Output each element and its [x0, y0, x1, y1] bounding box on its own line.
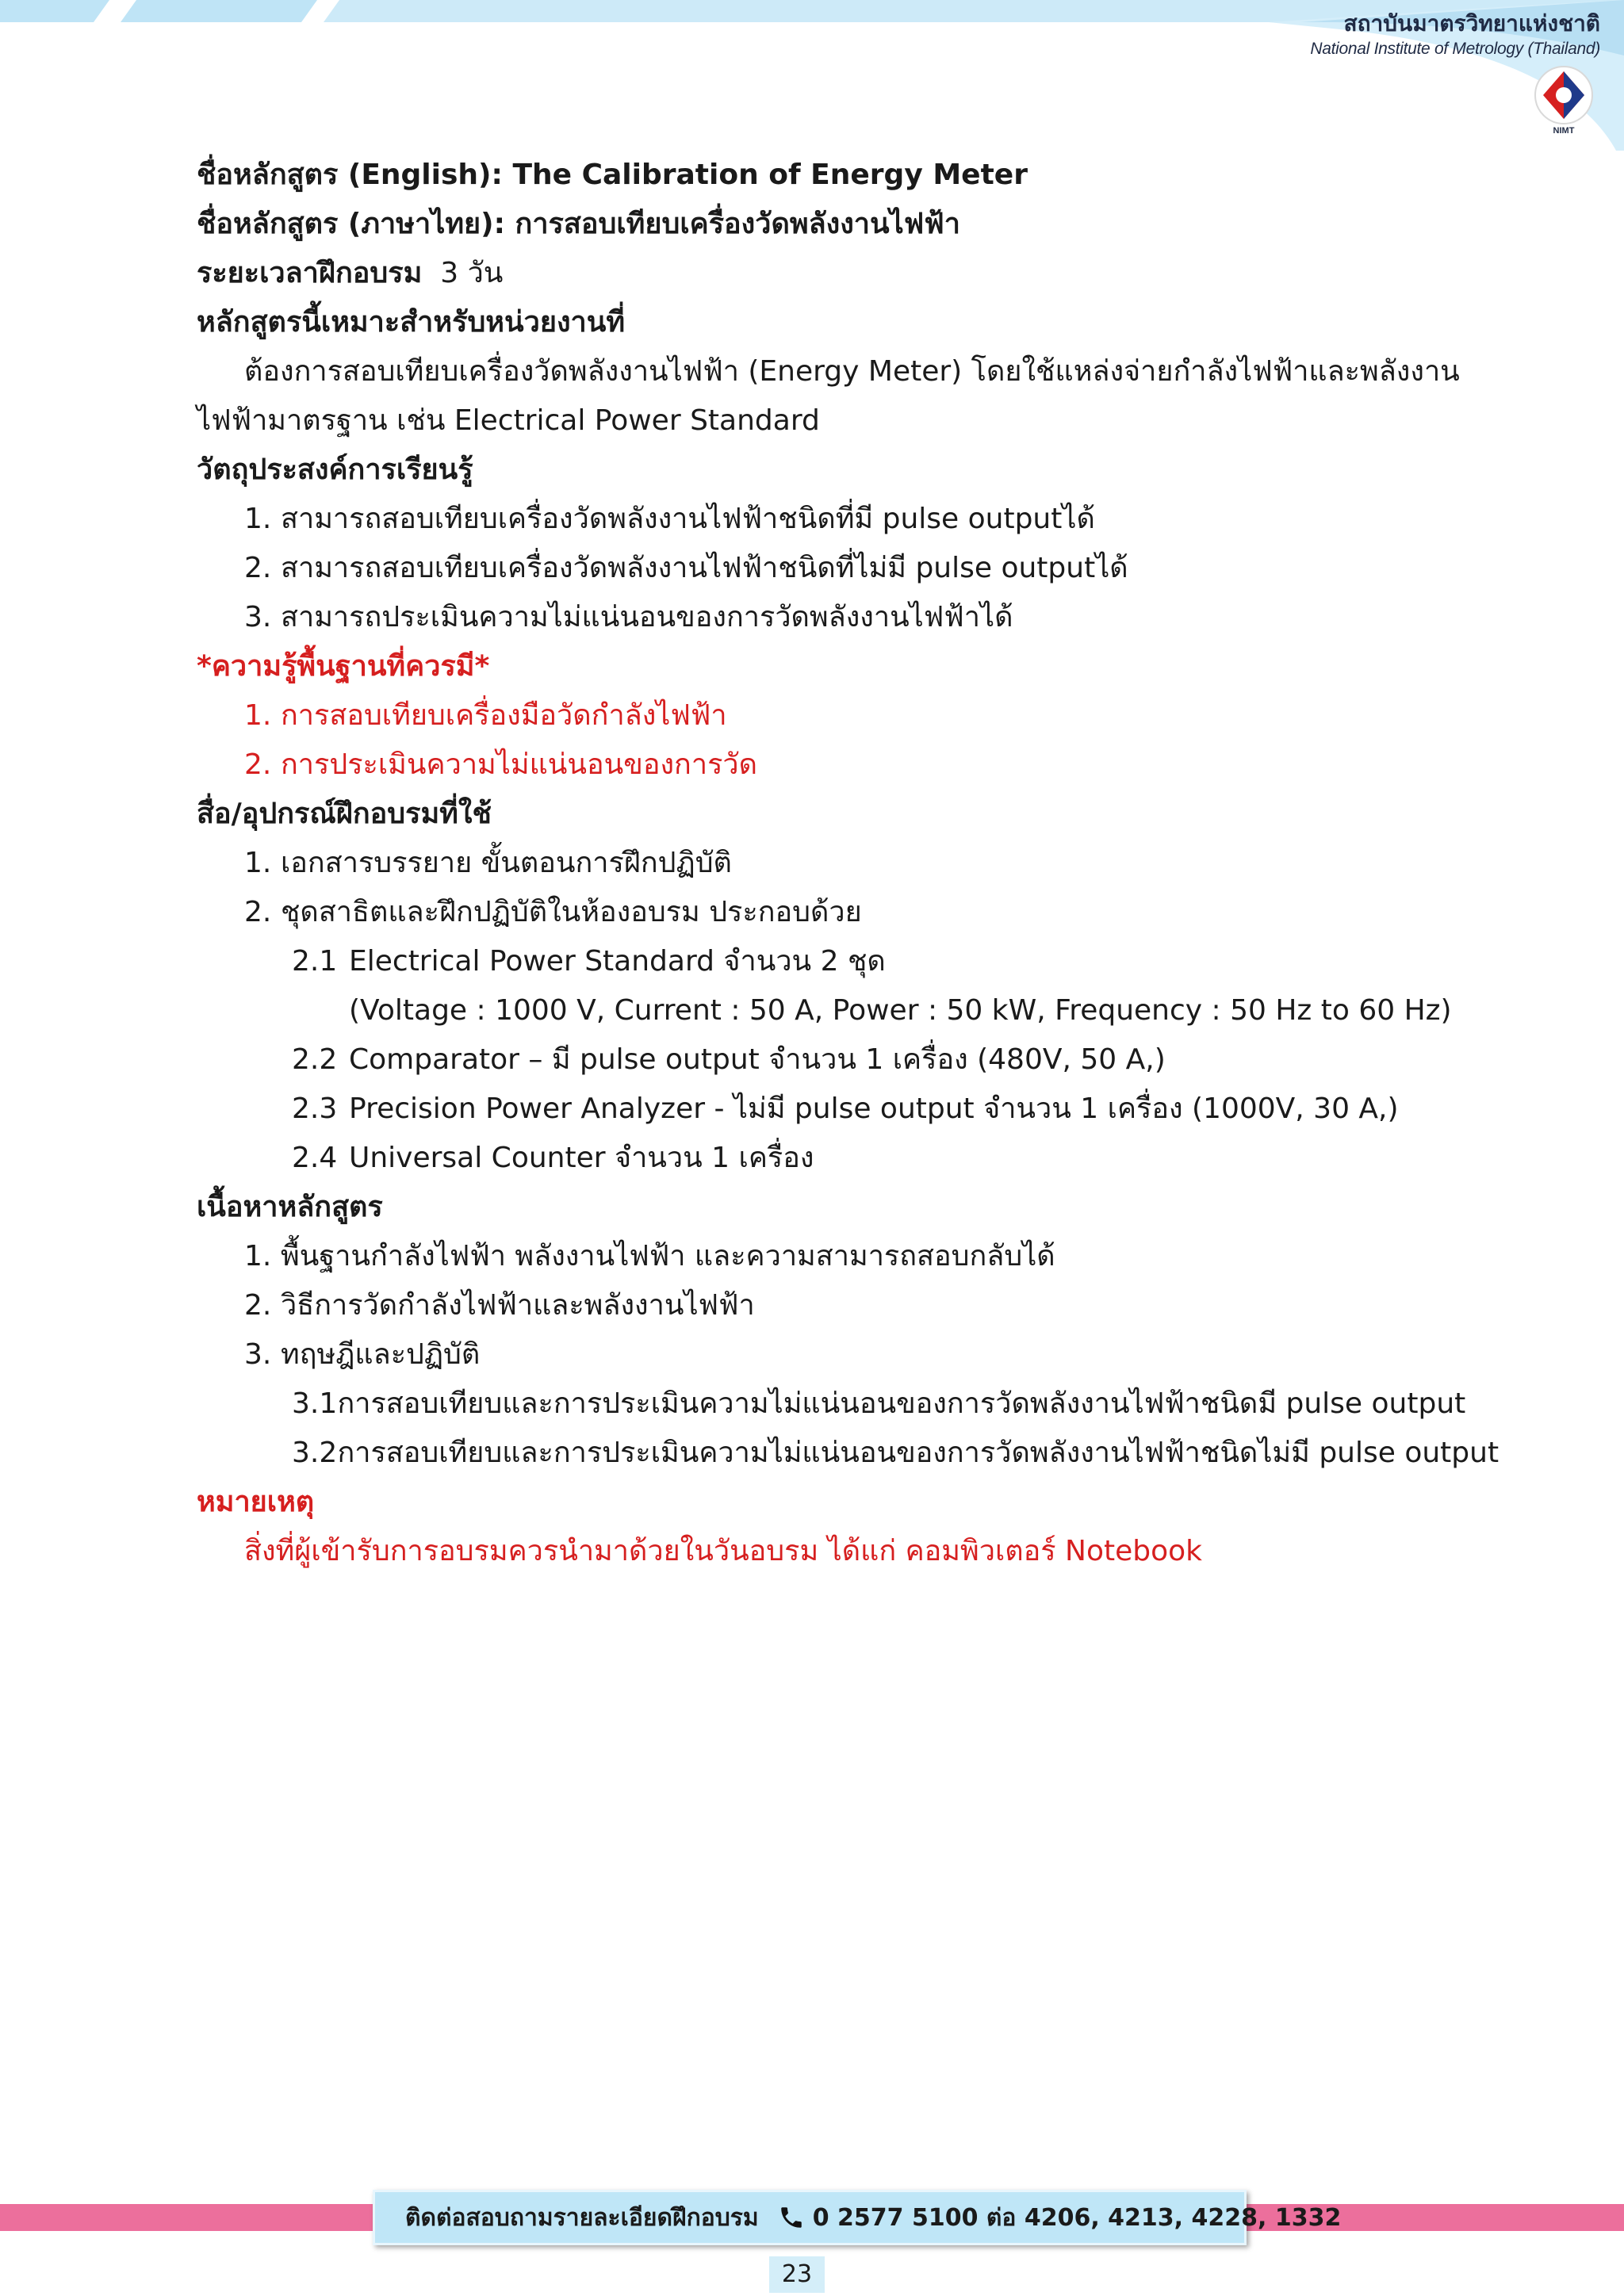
- list-item-text: การสอบเทียบและการประเมินความไม่แน่นอนของการวัดพลังงานไฟฟ้าชนิดไม่มี pulse output: [337, 1437, 1500, 1469]
- training-duration-label: ระยะเวลาฝึกอบรม: [197, 257, 423, 289]
- list-item-text: ทฤษฎีและปฏิบัติ: [281, 1338, 481, 1371]
- list-item-number: 2.: [244, 748, 272, 781]
- list-item-number: 1.: [244, 503, 272, 535]
- list-item-number: 3.1: [292, 1387, 338, 1420]
- list-item: [197, 1330, 1465, 1380]
- list-item: [197, 986, 1465, 1035]
- media-heading: สื่อ/อุปกรณ์ฝึกอบรมที่ใช้: [197, 798, 492, 830]
- list-item-number: 1.: [244, 847, 272, 879]
- org-name-thai: สถาบันมาตรวิทยาแห่งชาติ: [1343, 10, 1600, 36]
- page-number: 23: [769, 2256, 825, 2293]
- list-item-number: 2.: [244, 552, 272, 584]
- list-item-number: 2.1: [292, 945, 338, 978]
- contact-box: [373, 2190, 1342, 2245]
- list-item-number: 1.: [244, 699, 272, 732]
- note-heading: หมายเหตุ: [197, 1486, 315, 1518]
- nimt-logo-icon: [1526, 60, 1602, 136]
- list-item-text: เอกสารบรรยาย ขั้นตอนการฝึกปฏิบัติ: [281, 847, 732, 879]
- contact-label: ติดต่อสอบถามรายละเอียดฝึกอบรม: [405, 2203, 759, 2232]
- phone-icon: [778, 2204, 805, 2231]
- list-item-number: 2.2: [292, 1043, 338, 1076]
- list-item: [197, 1281, 1465, 1330]
- org-name-english: National Institute of Metrology (Thailand): [1310, 40, 1600, 58]
- prerequisite-heading: *ความรู้พื้นฐานที่ควรมี*: [197, 650, 490, 683]
- list-item: [197, 1035, 1465, 1085]
- org-name-block: [1310, 10, 1600, 60]
- list-item-text: Electrical Power Standard จำนวน 2 ชุด: [349, 945, 886, 978]
- list-item: [197, 1380, 1465, 1429]
- list-item-text: การประเมินความไม่แน่นอนของการวัด: [281, 748, 757, 781]
- note-text: สิ่งที่ผู้เข้ารับการอบรมควรนำมาด้วยในวันอบรม ได้แก่ คอมพิวเตอร์ Notebook: [244, 1535, 1203, 1567]
- list-item: [197, 1232, 1465, 1281]
- list-item-text: พื้นฐานกำลังไฟฟ้า พลังงานไฟฟ้า และความสามารถสอบกลับได้: [281, 1240, 1055, 1272]
- contact-phone: 0 2577 5100 ต่อ 4206, 4213, 4228, 1332: [812, 2203, 1342, 2232]
- list-item: [197, 691, 1465, 740]
- list-item: [197, 495, 1465, 544]
- list-item: [197, 888, 1465, 937]
- list-item: [197, 1085, 1465, 1134]
- list-item-number: 2.3: [292, 1093, 338, 1125]
- list-item-text: ชุดสาธิตและฝึกปฏิบัติในห้องอบรม ประกอบด้วย: [281, 896, 862, 928]
- list-item-number: 2.: [244, 896, 272, 928]
- training-duration: [197, 249, 1465, 298]
- list-item-number: 2.4: [292, 1142, 338, 1174]
- suitable-heading: หลักสูตรนี้เหมาะสำหรับหน่วยงานที่: [197, 306, 626, 339]
- course-name-english: [197, 151, 1465, 200]
- list-item-number: 3.: [244, 601, 272, 633]
- course-name-thai: [197, 200, 1465, 249]
- course-name-english-value: The Calibration of Energy Meter: [512, 159, 1028, 191]
- content-heading: เนื้อหาหลักสูตร: [197, 1191, 383, 1223]
- list-item-text: Precision Power Analyzer - ไม่มี pulse output จำนวน 1 เครื่อง (1000V, 30 A,): [349, 1093, 1399, 1125]
- list-item: [197, 593, 1465, 642]
- list-item-number: 2.: [244, 1289, 272, 1322]
- list-item: [197, 937, 1465, 986]
- list-item-text: Comparator – มี pulse output จำนวน 1 เครื่อง (480V, 50 A,): [349, 1043, 1166, 1076]
- list-item-text: สามารถสอบเทียบเครื่องวัดพลังงานไฟฟ้าชนิดที่ไม่มี pulse outputได้: [281, 552, 1128, 584]
- list-item: [197, 839, 1465, 888]
- list-item-text: สามารถประเมินความไม่แน่นอนของการวัดพลังงานไฟฟ้าได้: [281, 601, 1013, 633]
- course-content: [197, 151, 1500, 1576]
- training-duration-value: 3 วัน: [440, 257, 504, 289]
- list-item: [197, 740, 1465, 790]
- list-item-number: 1.: [244, 1240, 272, 1272]
- list-item: [197, 1134, 1465, 1183]
- list-item-number: 3.: [244, 1338, 272, 1371]
- course-name-thai-value: การสอบเทียบเครื่องวัดพลังงานไฟฟ้า: [515, 208, 960, 240]
- course-name-thai-label: ชื่อหลักสูตร (ภาษาไทย):: [197, 208, 505, 240]
- suitable-text-line-2: ไฟฟ้ามาตรฐาน เช่น Electrical Power Standard: [197, 404, 820, 437]
- list-item-text: สามารถสอบเทียบเครื่องวัดพลังงานไฟฟ้าชนิดที่มี pulse outputได้: [281, 503, 1095, 535]
- course-name-english-label: ชื่อหลักสูตร (English):: [197, 159, 503, 191]
- list-item-text: วิธีการวัดกำลังไฟฟ้าและพลังงานไฟฟ้า: [281, 1289, 755, 1322]
- list-item: [197, 544, 1465, 593]
- objectives-heading: วัตถุประสงค์การเรียนรู้: [197, 453, 473, 486]
- logo-text: NIMT: [1553, 126, 1575, 136]
- list-item-text: Universal Counter จำนวน 1 เครื่อง: [349, 1142, 814, 1174]
- list-item-text: การสอบเทียบเครื่องมือวัดกำลังไฟฟ้า: [281, 699, 727, 732]
- list-item: [197, 1429, 1500, 1478]
- list-item-text: (Voltage : 1000 V, Current : 50 A, Power : 50 kW, Frequency : 50 Hz to 60 Hz): [349, 994, 1452, 1027]
- list-item-text: การสอบเทียบและการประเมินความไม่แน่นอนของการวัดพลังงานไฟฟ้าชนิดมี pulse output: [337, 1387, 1466, 1420]
- list-item-number: 3.2: [292, 1437, 338, 1469]
- suitable-text-line-1: ต้องการสอบเทียบเครื่องวัดพลังงานไฟฟ้า (Energy Meter) โดยใช้แหล่งจ่ายกำลังไฟฟ้าและพลังงาน: [244, 355, 1460, 388]
